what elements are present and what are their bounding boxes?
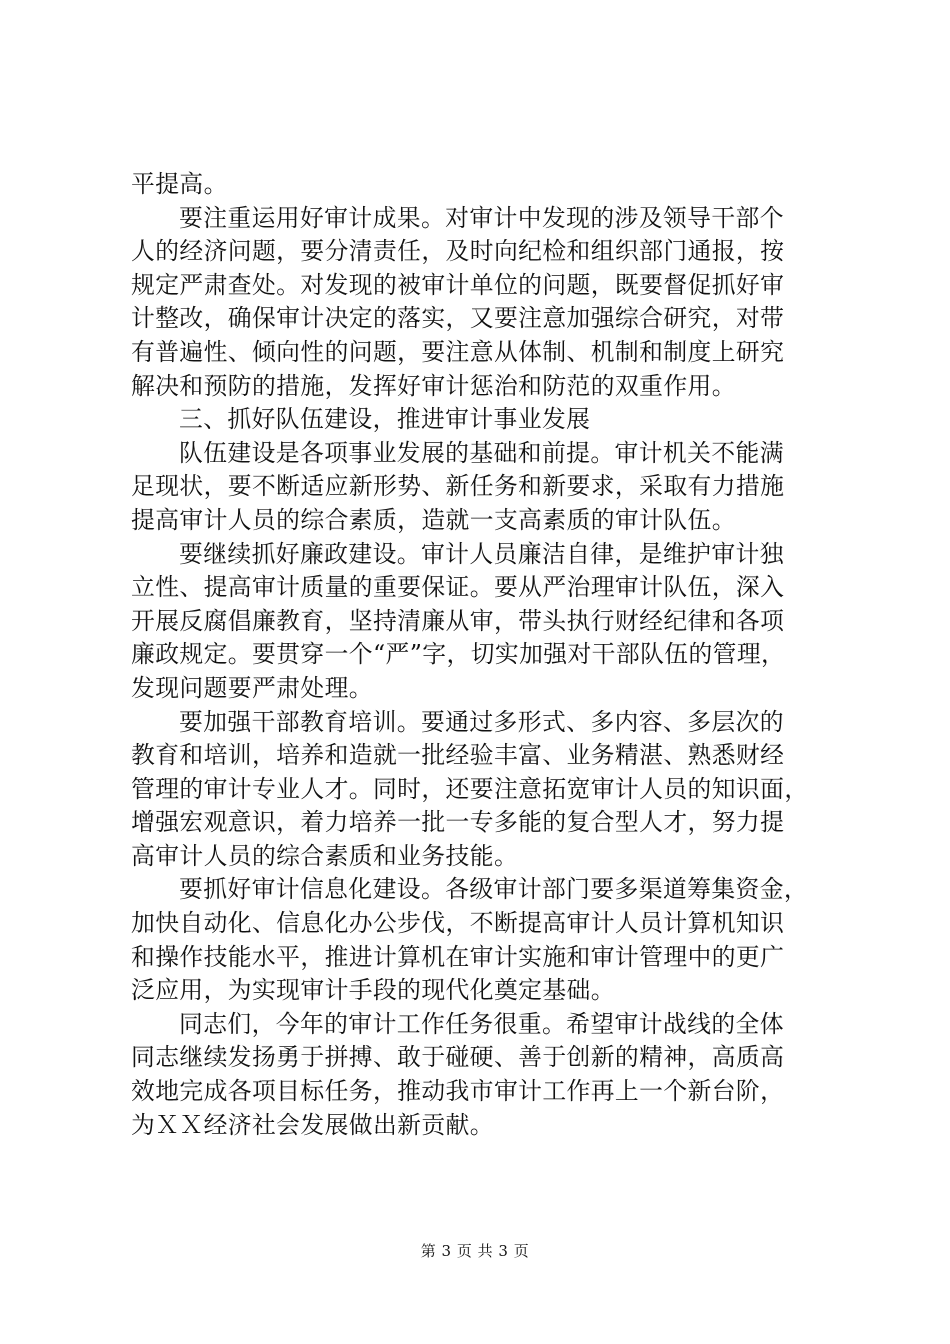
page-footer: 第 3 页 共 3 页 <box>420 1242 530 1260</box>
body-line: 发现问题要严肃处理。 <box>131 673 373 702</box>
body-line: 规定严肃查处。对发现的被审计单位的问题，既要督促抓好审 <box>131 270 785 299</box>
body-line: 平提高。 <box>131 170 228 198</box>
body-line: 管理的审计专业人才。同时，还要注意拓宽审计人员的知识面， <box>131 774 809 803</box>
body-line: 三、抓好队伍建设，推进审计事业发展 <box>179 405 591 434</box>
body-line: 立性、提高审计质量的重要保证。要从严治理审计队伍，深入 <box>131 573 785 602</box>
body-line: 有普遍性、倾向性的问题，要注意从体制、机制和制度上研究 <box>131 337 785 366</box>
body-line: 要加强干部教育培训。要通过多形式、多内容、多层次的 <box>179 707 784 736</box>
body-line: 加快自动化、信息化办公步伐，不断提高审计人员计算机知识 <box>131 909 785 938</box>
body-line: 计整改，确保审计决定的落实，又要注意加强综合研究，对带 <box>131 304 785 333</box>
body-line: 和操作技能水平，推进计算机在审计实施和审计管理中的更广 <box>131 942 785 971</box>
body-line: 人的经济问题，要分清责任，及时向纪检和组织部门通报，按 <box>131 237 785 266</box>
body-line: 提高审计人员的综合素质，造就一支高素质的审计队伍。 <box>131 505 736 534</box>
body-line: 为ＸＸ经济社会发展做出新贡献。 <box>131 1110 494 1139</box>
body-line: 高审计人员的综合素质和业务技能。 <box>131 841 519 870</box>
body-line: 教育和培训，培养和造就一批经验丰富、业务精湛、熟悉财经 <box>131 741 785 770</box>
document-body <box>131 168 831 1142</box>
body-line: 足现状，要不断适应新形势、新任务和新要求，采取有力措施 <box>131 472 785 501</box>
body-line: 要注重运用好审计成果。对审计中发现的涉及领导干部个 <box>179 203 784 232</box>
body-line: 要继续抓好廉政建设。审计人员廉洁自律，是维护审计独 <box>179 539 784 568</box>
body-line: 队伍建设是各项事业发展的基础和前提。审计机关不能满 <box>179 438 784 467</box>
body-line: 效地完成各项目标任务，推动我市审计工作再上一个新台阶， <box>131 1077 785 1106</box>
body-line: 同志继续发扬勇于拼搏、敢于碰硬、善于创新的精神，高质高 <box>131 1043 785 1072</box>
body-line: 泛应用，为实现审计手段的现代化奠定基础。 <box>131 976 615 1005</box>
body-line: 增强宏观意识，着力培养一批一专多能的复合型人才，努力提 <box>131 808 785 837</box>
body-line: 同志们，今年的审计工作任务很重。希望审计战线的全体 <box>179 1009 784 1038</box>
body-line: 解决和预防的措施，发挥好审计惩治和防范的双重作用。 <box>131 371 736 400</box>
body-line: 要抓好审计信息化建设。各级审计部门要多渠道筹集资金， <box>179 875 809 904</box>
body-line: 开展反腐倡廉教育，坚持清廉从审，带头执行财经纪律和各项 <box>131 606 785 635</box>
body-line: 廉政规定。要贯穿一个“严”字，切实加强对干部队伍的管理， <box>131 640 786 669</box>
